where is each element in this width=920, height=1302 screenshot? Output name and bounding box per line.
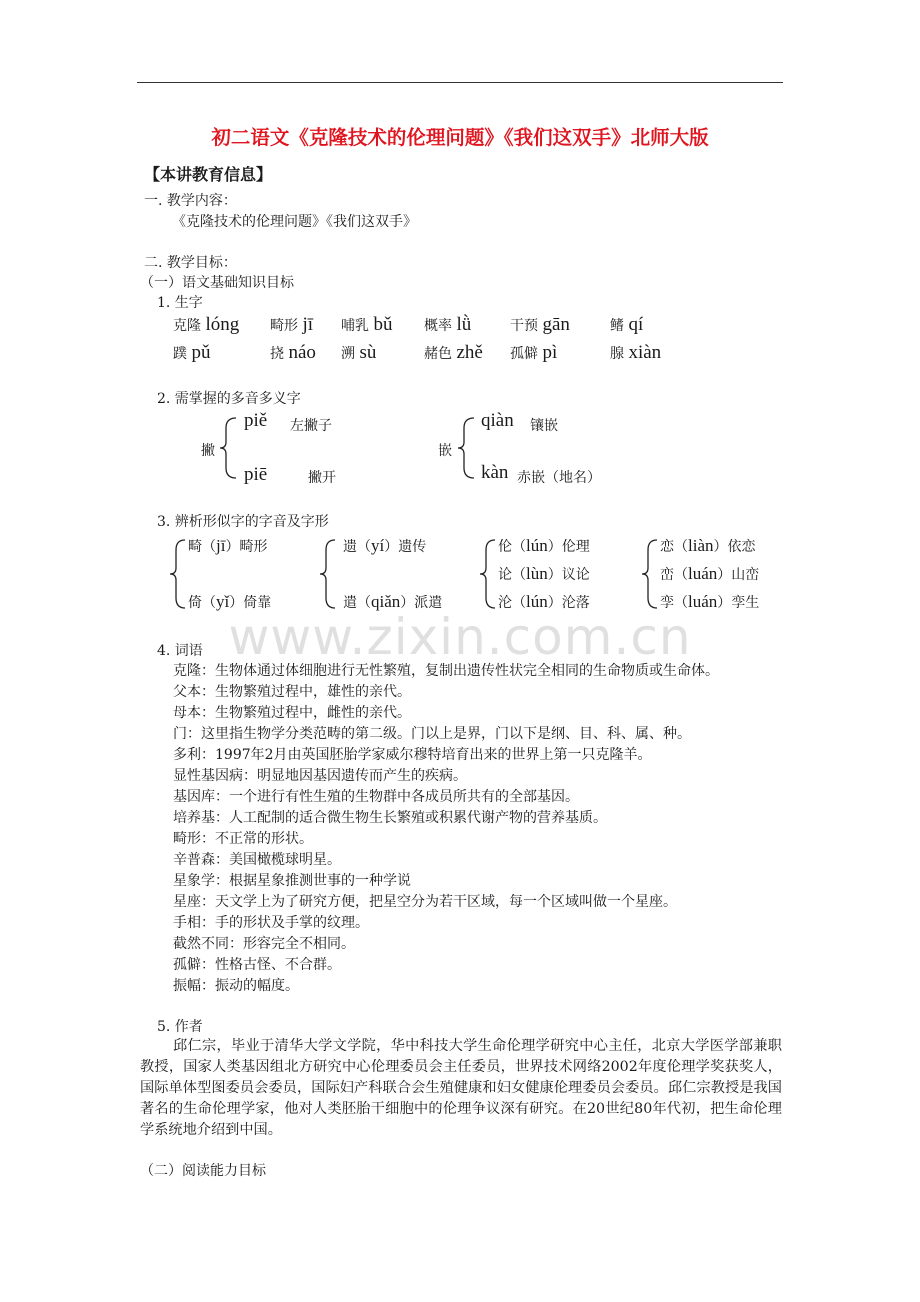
similar-char-pinyin: lùn [526,564,548,583]
similar-char-pinyin: yí [371,536,385,555]
similar-char-word: 山峦 [731,567,760,583]
new-char-pinyin: sù [359,342,377,363]
new-char-pinyin: lóng [205,314,240,335]
new-char: 溯 [341,346,355,362]
new-char: 哺乳 [341,318,369,334]
subsection-basic-knowledge: （一）语文基础知识目标 [140,275,294,291]
vocabulary-item: 克隆：生物体通过体细胞进行无性繁殖，复制出遗传性状完全相同的生命物质或生命体。 [173,663,719,679]
s3-heading: 3. 辨析形似字的字音及字形 [157,514,329,530]
new-char: 干预 [510,318,538,334]
similar-char: 畸 [188,539,202,555]
new-char-pinyin: gān [542,314,570,335]
s1-heading: 1. 生字 [157,295,203,311]
similar-char-word: 派遣 [414,595,443,611]
vocabulary-item: 截然不同：形容完全不相同。 [173,936,355,952]
new-char: 概率 [424,318,452,334]
similar-char-row: 孪（luán）孪生 [660,592,760,611]
qian-pinyin2: kàn [481,462,509,483]
similar-char-row: 遗（yí）遗传 [343,536,427,555]
new-char: 鳍 [610,318,624,334]
new-char-item [510,314,570,336]
brace-group3 [478,538,498,610]
vocabulary-item: 畸形：不正常的形状。 [173,831,313,847]
new-char: 赭色 [424,346,452,362]
section1-heading: 一. 教学内容： [144,193,237,209]
new-char-item [341,314,392,336]
similar-char-row: 峦（luán）山峦 [660,564,760,583]
new-char-item [173,342,210,364]
new-char-item [270,342,316,364]
new-char: 蹼 [173,346,187,362]
similar-char-row: 倚（yǐ）倚靠 [188,592,272,611]
new-char: 挠 [270,346,284,362]
vocabulary-item: 振幅：振动的幅度。 [173,978,299,994]
similar-char: 孪 [660,595,674,611]
vocabulary-item: 父本：生物繁殖过程中，雄性的亲代。 [173,684,411,700]
vocabulary-item: 门：这里指生物学分类范畴的第二级。门以上是界，门以下是纲、目、科、属、种。 [173,726,691,742]
new-char-pinyin: zhě [456,342,483,363]
similar-char: 伦 [498,539,512,555]
new-char-item [510,342,557,364]
pie-word2: 撇开 [308,470,336,486]
similar-char-word: 遗传 [398,539,427,555]
new-char-pinyin: bǔ [373,314,393,335]
page-title: 初二语文《克隆技术的伦理问题》《我们这双手》北师大版 [211,126,709,149]
similar-char-pinyin: luán [688,564,718,583]
section2-heading: 二. 教学目标： [144,255,237,271]
new-char-pinyin: pì [542,342,558,363]
similar-char: 沦 [498,595,512,611]
new-char-item [270,314,313,336]
similar-char-row: 恋（liàn）依恋 [660,536,756,555]
new-char-item [424,342,483,364]
new-char-pinyin: xiàn [628,342,662,363]
similar-char-pinyin: lún [526,536,548,555]
new-char-item [610,314,643,336]
new-char-item [173,314,239,336]
subsection-reading-ability: （二）阅读能力目标 [140,1163,266,1179]
similar-char: 论 [498,567,512,583]
similar-char-row: 畸（jī）畸形 [188,536,268,555]
new-char: 畸形 [270,318,298,334]
brace-qian [456,416,478,480]
similar-char: 峦 [660,567,674,583]
new-char: 克隆 [173,318,201,334]
s2-heading: 2. 需掌握的多音多义字 [157,391,301,407]
similar-char-pinyin: yǐ [216,592,230,611]
new-char-pinyin: lǜ [456,314,472,335]
new-char-pinyin: jī [302,314,314,335]
brace-group2 [318,538,338,610]
qian-pinyin1: qiàn [481,410,514,431]
vocabulary-item: 多利：1997年2月由英国胚胎学家威尔穆特培育出来的世界上第一只克隆羊。 [173,747,652,763]
info-header: 【本讲教育信息】 [144,165,273,184]
similar-char-pinyin: liàn [688,536,714,555]
vocabulary-item: 手相：手的形状及手掌的纹理。 [173,915,369,931]
s5-heading: 5. 作者 [157,1019,203,1035]
qian-char: 嵌 [438,443,452,459]
brace-group1 [168,538,188,610]
similar-char-word: 伦理 [561,539,590,555]
new-char-item [424,314,471,336]
similar-char-row: 伦（lún）伦理 [498,536,590,555]
similar-char-pinyin: jī [216,536,226,555]
vocabulary-item: 辛普森：美国橄榄球明星。 [173,852,341,868]
similar-char: 倚 [188,595,202,611]
author-paragraph: 邱仁宗，毕业于清华大学文学院，华中科技大学生命伦理学研究中心主任，北京大学医学部兼职教授，国家人类基因组北方研究中心伦理委员会主任委员，世界技术网络2002年度伦理学奖获奖人，国际单体型图委员会委员，国际妇产科联合会生殖健康和妇女健康伦理委员会委员。邱仁宗教授是我国著名的生命伦理学家，他对人类胚胎干细胞中的伦理争议深有研究。在20世纪80年代初，把生命伦理学系统地介绍到中国。 [140,1038,782,1138]
similar-char-word: 沦落 [561,595,590,611]
similar-char-pinyin: qiǎn [371,592,401,611]
new-char-pinyin: qí [628,314,644,335]
similar-char: 遣 [343,595,357,611]
pie-word1: 左撇子 [290,418,332,434]
vocabulary-item: 孤僻：性格古怪、不合群。 [173,957,341,973]
vocabulary-item: 星座：天文学上为了研究方便，把星空分为若干区域，每一个区域叫做一个星座。 [173,894,677,910]
pie-char: 撇 [201,443,215,459]
new-char-pinyin: pǔ [191,342,211,363]
s4-heading: 4. 词语 [157,643,203,659]
new-char-item [341,342,376,364]
top-rule [137,82,783,83]
similar-char-pinyin: lún [526,592,548,611]
similar-char: 恋 [660,539,674,555]
pie-pinyin1: piě [244,410,268,431]
similar-char-row: 遣（qiǎn）派遣 [343,592,443,611]
qian-word2: 赤嵌（地名） [517,470,601,486]
brace-group4 [640,538,660,610]
new-char-pinyin: náo [288,342,316,363]
similar-char-row: 沦（lún）沦落 [498,592,590,611]
vocabulary-item: 培养基：人工配制的适合微生物生长繁殖或积累代谢产物的营养基质。 [173,810,607,826]
new-char: 腺 [610,346,624,362]
brace-pie [218,416,240,480]
similar-char-pinyin: luán [688,592,718,611]
pie-pinyin2: piē [244,464,268,485]
similar-char: 遗 [343,539,357,555]
vocabulary-item: 母本：生物繁殖过程中，雌性的亲代。 [173,705,411,721]
vocabulary-item: 基因库：一个进行有性生殖的生物群中各成员所共有的全部基因。 [173,789,579,805]
watermark: www.zixin.com.cn [228,608,692,666]
similar-char-word: 议论 [561,567,590,583]
new-char: 孤僻 [510,346,538,362]
similar-char-row: 论（lùn）议论 [498,564,590,583]
similar-char-word: 畸形 [239,539,268,555]
vocabulary-item: 显性基因病：明显地因基因遗传而产生的疾病。 [173,768,467,784]
new-char-item [610,342,661,364]
qian-word1: 镶嵌 [530,418,558,434]
similar-char-word: 倚靠 [243,595,272,611]
section1-content: 《克隆技术的伦理问题》《我们这双手》 [172,214,417,230]
similar-char-word: 孪生 [731,595,760,611]
similar-char-word: 依恋 [727,539,756,555]
vocabulary-item: 星象学：根据星象推测世事的一种学说 [173,873,411,889]
